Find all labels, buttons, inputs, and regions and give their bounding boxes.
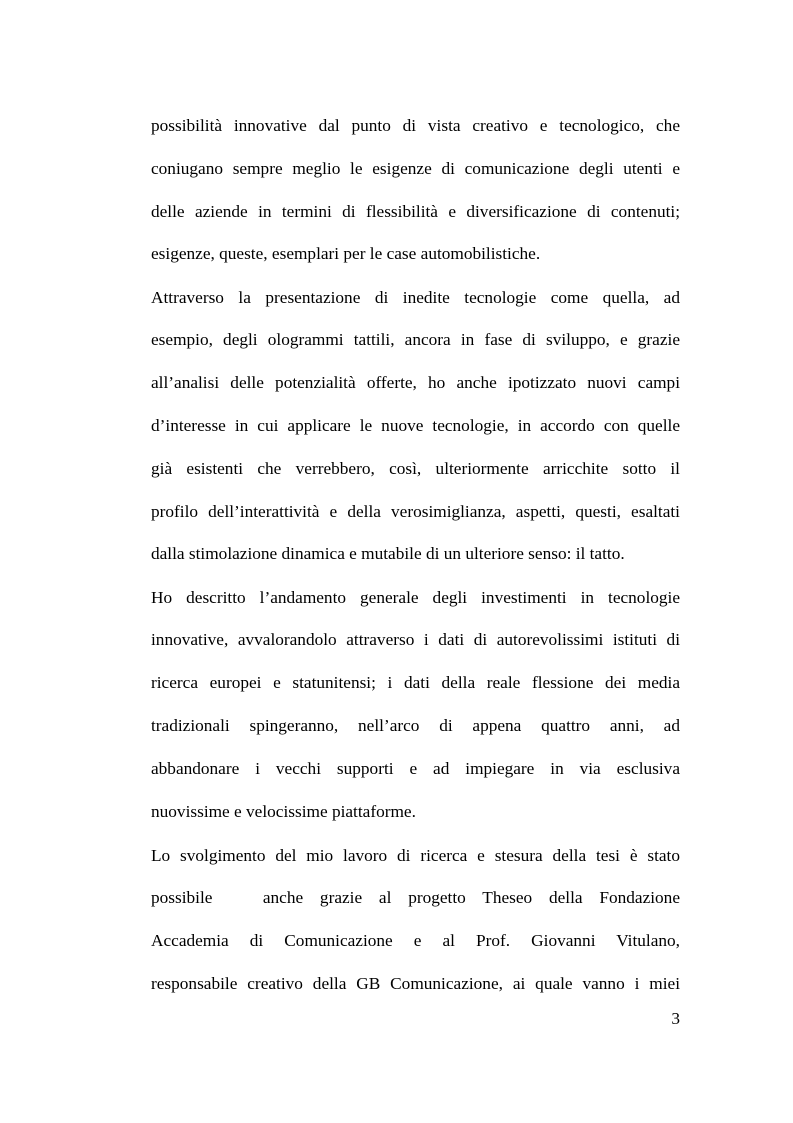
text-line: coniugano sempre meglio le esigenze di comunicazione degli utenti e [151, 159, 680, 178]
text-line: d’interesse in cui applicare le nuove tecnologie, in accordo con quelle [151, 416, 680, 435]
text-line: Accademia di Comunicazione e al Prof. Giovanni Vitulano, [151, 931, 680, 950]
text-line: nuovissime e velocissime piattaforme. [151, 802, 416, 821]
text-line: esempio, degli ologrammi tattili, ancora in fase di sviluppo, e grazie [151, 330, 680, 349]
text-line: delle aziende in termini di flessibilità e diversificazione di contenuti; [151, 202, 680, 221]
text-line: esigenze, queste, esemplari per le case automobilistiche. [151, 244, 541, 263]
text-line: ricerca europei e statunitensi; i dati della reale flessione dei media [151, 673, 680, 692]
text-line: già esistenti che verrebbero, così, ulteriormente arricchite sotto il [151, 459, 680, 478]
text-line: Ho descritto l’andamento generale degli investimenti in tecnologie [151, 588, 680, 607]
text-line: Lo svolgimento del mio lavoro di ricerca e stesura della tesi è stato [151, 846, 680, 865]
text-line: possibile anche grazie al progetto Theseo della Fondazione [151, 888, 680, 907]
text-line: dalla stimolazione dinamica e mutabile di un ulteriore senso: il tatto. [151, 544, 625, 563]
text-line: responsabile creativo della GB Comunicazione, ai quale vanno i miei [151, 974, 680, 993]
text-line: profilo dell’interattività e della verosimiglianza, aspetti, questi, esaltati [151, 502, 680, 521]
text-line: possibilità innovative dal punto di vista creativo e tecnologico, che [151, 116, 680, 135]
text-line: Attraverso la presentazione di inedite tecnologie come quella, ad [151, 288, 680, 307]
text-line: abbandonare i vecchi supporti e ad impiegare in via esclusiva [151, 759, 680, 778]
text-line: tradizionali spingeranno, nell’arco di appena quattro anni, ad [151, 716, 680, 735]
page-number: 3 [671, 1009, 680, 1028]
text-line: innovative, avvalorandolo attraverso i dati di autorevolissimi istituti di [151, 630, 680, 649]
text-line: all’analisi delle potenzialità offerte, ho anche ipotizzato nuovi campi [151, 373, 680, 392]
